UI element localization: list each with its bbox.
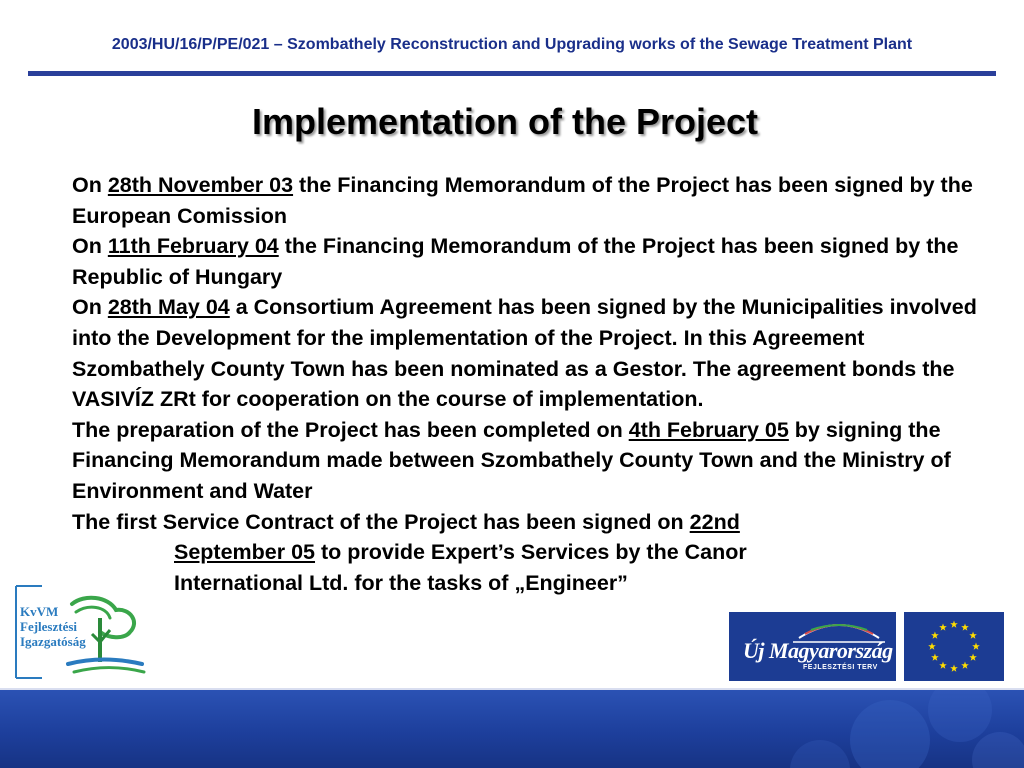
eu-star	[969, 632, 977, 639]
eu-star	[931, 654, 939, 661]
eu-stars-icon	[904, 612, 1004, 681]
eu-star	[928, 643, 936, 650]
eu-star	[939, 623, 947, 630]
slide-body	[72, 170, 992, 598]
paragraph-3: On 28th May 04 a Consortium Agreement has been signed by the Municipalities involved into the Development for the implementation of the Project. In this Agreement Szombathely County Town has been nominated as a Gestor. The agreement bonds the VASIVÍZ ZRt for cooperation on the course of implementation.	[72, 295, 977, 412]
paragraph-5-cont: September 05 to provide Expert’s Services by the Canor	[174, 540, 747, 565]
header-divider	[28, 71, 996, 76]
paragraph-4: The preparation of the Project has been completed on 4th February 05 by signing the Financing Memorandum made between Szombathely County Town and the Ministry of Environment and Water	[72, 417, 951, 503]
eu-star	[950, 665, 958, 672]
date-3: 28th May 04	[107, 295, 230, 320]
paragraph-5-cont2: International Ltd. for the tasks of „Engineer”	[174, 570, 628, 595]
date-1: 28th November 03	[107, 173, 294, 197]
footer-band	[0, 690, 1024, 768]
eu-star	[961, 623, 969, 630]
eu-star	[972, 643, 980, 650]
kvvm-wordmark: KvVM Fejlesztési Igazgatóság	[20, 604, 86, 649]
paragraph-5: The first Service Contract of the Project has been signed on 22nd	[72, 509, 740, 534]
date-2: 11th February 04	[107, 234, 279, 259]
date-5b: September 05	[174, 540, 316, 565]
header-title: 2003/HU/16/P/PE/021 – Szombathely Reconstruction and Upgrading works of the Sewage Treatment Plant	[111, 36, 913, 53]
slide-title: Implementation of the Project	[251, 101, 759, 142]
paragraph-2: On 11th February 04 the Financing Memorandum of the Project has been signed by the Republic of Hungary	[72, 234, 959, 289]
eu-flag	[904, 612, 1004, 681]
footer-bubbles-icon	[0, 690, 1024, 768]
date-5a: 22nd	[689, 509, 740, 534]
kvvm-logo	[12, 582, 152, 682]
eu-star	[950, 621, 958, 628]
paragraph-1: On 28th November 03 the Financing Memorandum of the Project has been signed by the European Comission	[72, 173, 973, 228]
date-4: 4th February 05	[628, 417, 789, 442]
eu-star	[939, 662, 947, 669]
eu-star	[931, 632, 939, 639]
fejlesztesi-terv-label: FEJLESZTÉSI TERV	[803, 664, 878, 671]
eu-star	[961, 662, 969, 669]
uj-magyarorszag-logo	[729, 612, 896, 681]
eu-star	[969, 654, 977, 661]
uj-magyarorszag-wordmark: Új Magyarország	[743, 638, 893, 663]
